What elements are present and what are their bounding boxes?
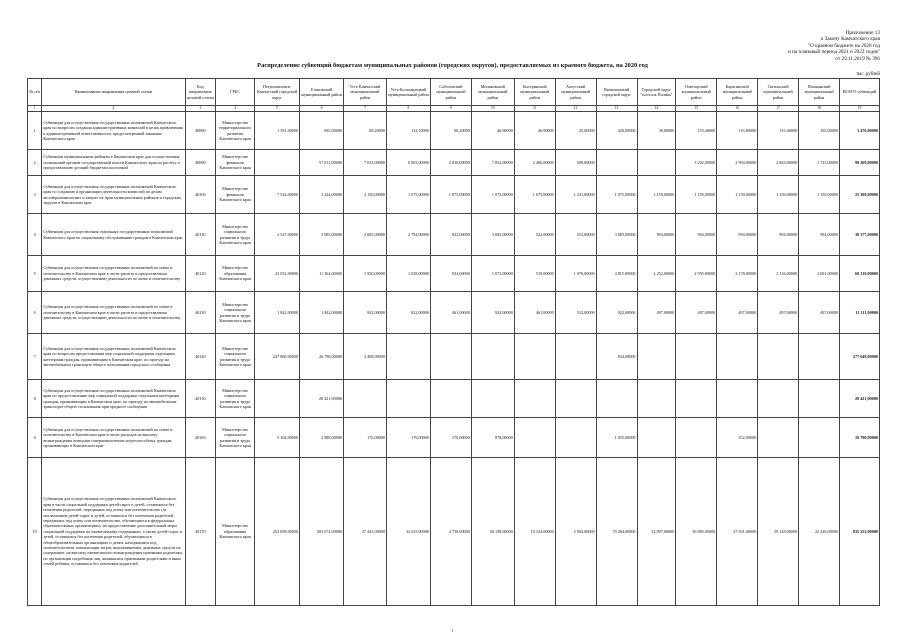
column-number-cell: 7 <box>344 106 387 112</box>
table-row <box>28 380 880 418</box>
value-cell: 2 988,00000 <box>300 418 344 458</box>
row-number-cell: 10 <box>28 458 42 606</box>
value-cell: 2 150,00000 <box>344 176 387 214</box>
value-cell: 2 252,00000 <box>637 256 676 292</box>
value-cell: 29 148,00000 <box>758 458 799 606</box>
value-cell <box>386 334 430 380</box>
direction-name-cell: Субвенции для осуществления государственных полномочий Камчатского края по вопросам создания административных комиссий в целях привлечения к административной ответственности, предусмотренной законами Камчатского края <box>42 112 185 150</box>
value-cell: 26 796,00000 <box>300 334 344 380</box>
column-number-cell: 5 <box>255 106 300 112</box>
direction-code-cell: 40080 <box>185 112 216 150</box>
grbs-cell: Министерство социального развития и труда Камчатского края <box>216 380 255 418</box>
value-cell: 522,00000 <box>514 214 555 256</box>
column-header: Елизовский муниципальный район <box>300 79 344 106</box>
column-number-cell: 2 <box>42 106 185 112</box>
value-cell: 28 421,00000 <box>300 380 344 418</box>
value-cell: 934,00000 <box>596 334 637 380</box>
row-number-cell: 4 <box>28 214 42 256</box>
value-cell: 509,00000 <box>555 150 596 176</box>
value-cell: 68,20000 <box>430 112 471 150</box>
direction-code-cell: 40100 <box>185 176 216 214</box>
column-number-cell: 14 <box>637 106 676 112</box>
value-cell: 3 685,00000 <box>596 214 637 256</box>
table-row <box>28 112 880 150</box>
row-number-cell: 3 <box>28 176 42 214</box>
value-cell: 68,20000 <box>344 112 387 150</box>
value-cell: 2 904,00000 <box>555 458 596 606</box>
value-cell <box>676 334 717 380</box>
value-cell: 176,00000 <box>344 418 387 458</box>
direction-code-cell: 40140 <box>185 334 216 380</box>
value-cell: 461,00000 <box>514 292 555 334</box>
column-header: Петропавловск-Камчатский городской округ <box>255 79 300 106</box>
direction-code-cell: 40110 <box>185 214 216 256</box>
direction-name-cell: Субвенции для осуществления государственных полномочий по опеке и попечительству в Камчатском крае в части расчета и предоставления денежных средств, осуществлению деятельности по опеке и попечительству <box>42 292 185 334</box>
value-cell: 519,00000 <box>514 256 555 292</box>
value-cell <box>758 334 799 380</box>
column-number-cell: 17 <box>758 106 799 112</box>
document-title: Распределение субвенций бюджетам муниципальных районов (городских округов), предоставляемых из краевого бюджета, на 2020 год <box>257 62 648 69</box>
value-cell <box>799 418 840 458</box>
value-cell: 46,90000 <box>514 112 555 150</box>
value-cell: 2 178,00000 <box>717 256 758 292</box>
value-cell <box>637 334 676 380</box>
value-cell <box>430 380 471 418</box>
value-cell: 7 633,00000 <box>344 150 387 176</box>
value-cell: 252 858,00000 <box>255 458 300 606</box>
grbs-cell: Министерство социального развития и труда Камчатского края <box>216 418 255 458</box>
value-cell: 994,00000 <box>676 214 717 256</box>
value-cell: 46,90000 <box>471 112 514 150</box>
direction-code-cell: 40170 <box>185 458 216 606</box>
value-cell <box>471 334 514 380</box>
direction-code-cell: 40090 <box>185 150 216 176</box>
value-cell: 247 860,00000 <box>255 334 300 380</box>
value-cell <box>676 380 717 418</box>
value-cell: 203 674,00000 <box>300 458 344 606</box>
value-cell: 352,00000 <box>555 214 596 256</box>
row-number-cell: 9 <box>28 418 42 458</box>
value-cell: 497,00000 <box>637 292 676 334</box>
column-header: ВСЕГО субвенций <box>839 79 879 106</box>
appendix-line: Приложение 13 <box>845 30 880 36</box>
value-cell <box>555 334 596 380</box>
total-cell: 835 252,00000 <box>839 458 879 606</box>
value-cell: 922,00000 <box>344 292 387 334</box>
value-cell: 1 842,00000 <box>300 292 344 334</box>
value-cell <box>255 150 300 176</box>
column-number-cell: 10 <box>471 106 514 112</box>
value-cell: 994,00000 <box>637 214 676 256</box>
value-cell: 1 076,00000 <box>555 256 596 292</box>
direction-name-cell: Субвенции для осуществления государственных полномочий Камчатского края в части социальной поддержки детей-сирот и детей, оставшихся без попечения родителей, переданных под опеку или попечительство (за исключением детей-сирот и детей, оставшихся без попечения родителей, переданных под опеку или попечительство, обучающихся в федеральных образовательных организациях), на предоставление дополнительной меры социальной поддержки по ежемесячному содержанию, а также детей-сирот и детей, оставшихся без попечения родителей, обучающихся в общеобразовательных организациях и детям, находящимся под попечительством, компенсации затрат, выплачиваемых денежных средств на содержание, на выплату ежемесячного вознаграждения приемным родителям, по организации погребения лиц, являвшихся приемными родителями и иных семей ребёнка, оставшихся без попечения родителей <box>42 458 185 606</box>
value-cell: 2 116,00000 <box>758 256 799 292</box>
column-number-cell: 11 <box>514 106 555 112</box>
value-cell <box>637 380 676 418</box>
value-cell: 1 073,00000 <box>471 256 514 292</box>
direction-name-cell: Субвенции для осуществления государственных полномочий Камчатского края по предоставлению мер социальной поддержки отдельным категориям граждан, проживающим в Камчатском крае, по проезду на автомобильном транспорте общего пользования пригородного сообщения <box>42 380 185 418</box>
row-number-cell: 6 <box>28 292 42 334</box>
value-cell: 37 443,00000 <box>344 458 387 606</box>
table-row <box>28 334 880 380</box>
total-cell: 28 421,00000 <box>839 380 879 418</box>
direction-name-cell: Субвенции для осуществления отдельных государственных полномочий Камчатского края по социальному обслуживанию граждан в Камчатском крае <box>42 214 185 256</box>
value-cell: 2 994,00000 <box>717 150 758 176</box>
value-cell: 7 852,00000 <box>471 150 514 176</box>
direction-code-cell: 40130 <box>185 292 216 334</box>
table-row <box>28 214 880 256</box>
value-cell: 2 408,00000 <box>344 334 387 380</box>
subventions-table <box>27 78 880 606</box>
appendix-line: от 29.11.2019 № 396 <box>835 55 880 62</box>
value-cell: 4 758,00000 <box>430 458 471 606</box>
total-cell: 60 310,00000 <box>839 256 879 292</box>
value-cell: 922,00000 <box>596 292 637 334</box>
column-header: ГРБС <box>216 79 255 106</box>
column-number-cell: 18 <box>799 106 840 112</box>
value-cell <box>471 380 514 418</box>
direction-code-cell: 40120 <box>185 256 216 292</box>
value-cell: 34 525,00000 <box>386 458 430 606</box>
value-cell: 11 362,00000 <box>300 256 344 292</box>
value-cell <box>799 334 840 380</box>
column-number-cell: 16 <box>717 106 758 112</box>
grbs-cell: Министерство образования Камчатского края <box>216 458 255 606</box>
column-number-cell: 12 <box>555 106 596 112</box>
value-cell: 1 159,00000 <box>758 176 799 214</box>
value-cell: 2 030,00000 <box>430 150 471 176</box>
grbs-cell: Министерство финансов Камчатского края <box>216 176 255 214</box>
header-row <box>28 79 880 106</box>
total-cell: 25 309,00000 <box>839 176 879 214</box>
value-cell: 1 159,00000 <box>799 176 840 214</box>
grbs-cell: Министерство социального развития и труда Камчатского края <box>216 292 255 334</box>
value-cell: 497,00000 <box>758 292 799 334</box>
row-number-cell: 7 <box>28 334 42 380</box>
value-cell: 1 241,00000 <box>555 176 596 214</box>
column-header: Усть-Большерецкий муниципальный район <box>386 79 430 106</box>
value-cell: 994,00000 <box>717 214 758 256</box>
value-cell: 2 863,00000 <box>758 150 799 176</box>
column-header: № п/п <box>28 79 42 106</box>
total-cell: 3 476,00000 <box>839 112 879 150</box>
value-cell: 57 012,00000 <box>300 150 344 176</box>
value-cell: 10 324,00000 <box>514 458 555 606</box>
value-cell: 176,00000 <box>430 418 471 458</box>
value-cell <box>255 380 300 418</box>
value-cell: 3 202,00000 <box>676 150 717 176</box>
value-cell: 1 038,00000 <box>386 256 430 292</box>
column-header: Быстринский муниципальный район <box>514 79 555 106</box>
value-cell <box>758 380 799 418</box>
value-cell: 4 815,00000 <box>596 256 637 292</box>
value-cell: 994,00000 <box>799 214 840 256</box>
column-header: Мильковский муниципальный район <box>471 79 514 106</box>
column-header: Олюторский муниципальный район <box>676 79 717 106</box>
value-cell <box>514 418 555 458</box>
value-cell: 6 003,00000 <box>386 150 430 176</box>
value-cell: 497,00000 <box>799 292 840 334</box>
value-cell <box>717 380 758 418</box>
column-number-cell: 8 <box>386 106 430 112</box>
value-cell: 1 035,00000 <box>596 418 637 458</box>
value-cell: 50 158,00000 <box>471 458 514 606</box>
value-cell: 1 075,00000 <box>386 176 430 214</box>
value-cell: 426,00000 <box>596 112 637 150</box>
value-cell: 2 955,00000 <box>676 256 717 292</box>
value-cell: 2 527,00000 <box>255 214 300 256</box>
value-cell: 32 097,00000 <box>637 458 676 606</box>
column-header: Городской округ "поселок Палана" <box>637 79 676 106</box>
direction-name-cell: Субвенции для осуществления государственных полномочий Камчатского края по созданию и организации деятельности комиссий по делам несовершеннолетних и защите их прав муниципальных районов и городских округов в Камчатском крае <box>42 176 185 214</box>
value-cell: 497,00000 <box>717 292 758 334</box>
value-cell: 36 883,00000 <box>676 458 717 606</box>
value-cell <box>514 380 555 418</box>
table-row <box>28 292 880 334</box>
value-cell <box>430 334 471 380</box>
appendix-line: к Закону Камчатского края <box>820 36 880 43</box>
total-cell: 90 269,00000 <box>839 150 879 176</box>
value-cell <box>596 380 637 418</box>
column-number-cell: 9 <box>430 106 471 112</box>
value-cell: 23 052,00000 <box>255 256 300 292</box>
direction-name-cell: Субвенции муниципальным районам в Камчатском крае для осуществления полномочий органов государственной власти Камчатского края по расчету и предоставлению дотаций бюджетам поселений <box>42 150 185 176</box>
value-cell: 922,00000 <box>471 292 514 334</box>
value-cell: 1 159,00000 <box>676 176 717 214</box>
value-cell <box>637 418 676 458</box>
table-row <box>28 176 880 214</box>
total-cell: 10 790,00000 <box>839 418 879 458</box>
direction-name-cell: Субвенции для осуществления государственных полномочий по опеке и попечительству в Камчатском крае в части расходов на выплату вознаграждения опекунам совершеннолетних недееспособных граждан, проживающих в Камчатском крае <box>42 418 185 458</box>
value-cell: 116,80000 <box>717 112 758 150</box>
value-cell: 132,10000 <box>386 112 430 150</box>
value-cell: 1 950,00000 <box>344 256 387 292</box>
total-cell: 11 311,00000 <box>839 292 879 334</box>
value-cell: 1 725,00000 <box>799 150 840 176</box>
value-cell <box>596 150 637 176</box>
appendix-line: "О краевом бюджете на 2020 год <box>807 42 880 49</box>
column-header: Код направления целевой статьи <box>185 79 216 106</box>
direction-name-cell: Субвенции для осуществления государственных полномочий по опеке и попечительству в Камчатском крае в части расчета и предоставления денежных средств, осуществлению деятельности по опеке и попечительству <box>42 256 185 292</box>
value-cell: 2 685,00000 <box>344 214 387 256</box>
column-number-cell: 6 <box>300 106 344 112</box>
value-cell: 878,00000 <box>471 418 514 458</box>
value-cell: 153,40000 <box>758 112 799 150</box>
column-header: Тигильский муниципальный район <box>758 79 799 106</box>
value-cell: 22 446,00000 <box>799 458 840 606</box>
value-cell <box>344 380 387 418</box>
grbs-cell: Министерство образования Камчатского края <box>216 256 255 292</box>
direction-name-cell: Субвенции для осуществления государственных полномочий Камчатского края по вопросам предоставления мер социальной поддержки отдельным категориям граждан, проживающим в Камчатском крае, по проезду на автомобильном транспорте общего пользования городского сообщения <box>42 334 185 380</box>
value-cell: 994,00000 <box>758 214 799 256</box>
value-cell: 1 075,00000 <box>596 176 637 214</box>
grbs-cell: Министерство территориального развития Камчатского края <box>216 112 255 150</box>
value-cell: 532,00000 <box>555 292 596 334</box>
total-cell: 30 377,00000 <box>839 214 879 256</box>
value-cell: 3 085,00000 <box>300 214 344 256</box>
column-number-cell: 19 <box>839 106 879 112</box>
column-number-cell: 13 <box>596 106 637 112</box>
row-number-cell: 1 <box>28 112 42 150</box>
column-header: Соболевский муниципальный район <box>430 79 471 106</box>
value-cell: 27 501,00000 <box>717 458 758 606</box>
value-cell <box>637 150 676 176</box>
value-cell: 934,00000 <box>430 256 471 292</box>
value-cell: 3 224,00000 <box>300 176 344 214</box>
value-cell: 922,00000 <box>430 214 471 256</box>
value-cell: 922,00000 <box>386 292 430 334</box>
appendix-line: и на плановый период 2021 и 2022 годов" <box>788 49 880 56</box>
column-header: Усть-Камчатский муниципальный район <box>344 79 387 106</box>
column-header: Наименование направления целевой статьи <box>42 79 185 106</box>
value-cell: 461,00000 <box>430 292 471 334</box>
value-cell <box>555 380 596 418</box>
value-cell: 1 591,00000 <box>255 112 300 150</box>
value-cell <box>799 380 840 418</box>
value-cell: 1 075,00000 <box>514 176 555 214</box>
value-cell: 105,00000 <box>799 112 840 150</box>
value-cell <box>758 418 799 458</box>
grbs-cell: Министерство социального развития и труда Камчатского края <box>216 334 255 380</box>
column-header: Карагинский муниципальный район <box>717 79 758 106</box>
column-number-cell: 4 <box>216 106 255 112</box>
value-cell: 2 001,00000 <box>799 256 840 292</box>
units-label: тыс. рублей <box>856 72 880 77</box>
value-cell: 352,00000 <box>717 418 758 458</box>
value-cell: 70 494,00000 <box>596 458 637 606</box>
value-cell: 1 159,00000 <box>717 176 758 214</box>
column-number-cell: 1 <box>28 106 42 112</box>
value-cell <box>386 380 430 418</box>
value-cell: 2 794,00000 <box>386 214 430 256</box>
value-cell: 25,60000 <box>555 112 596 150</box>
table-row <box>28 458 880 606</box>
value-cell: 1 075,00000 <box>430 176 471 214</box>
value-cell <box>514 334 555 380</box>
table-row <box>28 150 880 176</box>
table-row <box>28 418 880 458</box>
value-cell: 1 159,00000 <box>637 176 676 214</box>
column-header: Вилючинский городской округ <box>596 79 637 106</box>
value-cell: 1 075,00000 <box>471 176 514 214</box>
value-cell: 2 406,00000 <box>514 150 555 176</box>
value-cell: 695,00000 <box>300 112 344 150</box>
grbs-cell: Министерство финансов Камчатского края <box>216 150 255 176</box>
value-cell: 497,00000 <box>676 292 717 334</box>
direction-code-cell: 40160 <box>185 418 216 458</box>
value-cell: 176,00000 <box>386 418 430 458</box>
value-cell <box>555 418 596 458</box>
value-cell <box>676 418 717 458</box>
appendix-block <box>650 30 880 62</box>
value-cell: 1 842,00000 <box>255 292 300 334</box>
column-number-cell: 15 <box>676 106 717 112</box>
page-number: 1 <box>451 628 454 633</box>
value-cell: 38,80000 <box>637 112 676 150</box>
value-cell: 153,40000 <box>676 112 717 150</box>
row-number-cell: 2 <box>28 150 42 176</box>
row-number-cell: 5 <box>28 256 42 292</box>
grbs-cell: Министерство социального развития и труда Камчатского края <box>216 214 255 256</box>
row-number-cell: 8 <box>28 380 42 418</box>
table-row <box>28 256 880 292</box>
value-cell: 3 683,00000 <box>471 214 514 256</box>
direction-code-cell: 40150 <box>185 380 216 418</box>
value-cell: 7 524,00000 <box>255 176 300 214</box>
column-number-cell: 3 <box>185 106 216 112</box>
column-header: Алеутский муниципальный район <box>555 79 596 106</box>
total-cell: 277 048,00000 <box>839 334 879 380</box>
column-header: Пенжинский муниципальный район <box>799 79 840 106</box>
value-cell <box>717 334 758 380</box>
value-cell: 5 104,00000 <box>255 418 300 458</box>
